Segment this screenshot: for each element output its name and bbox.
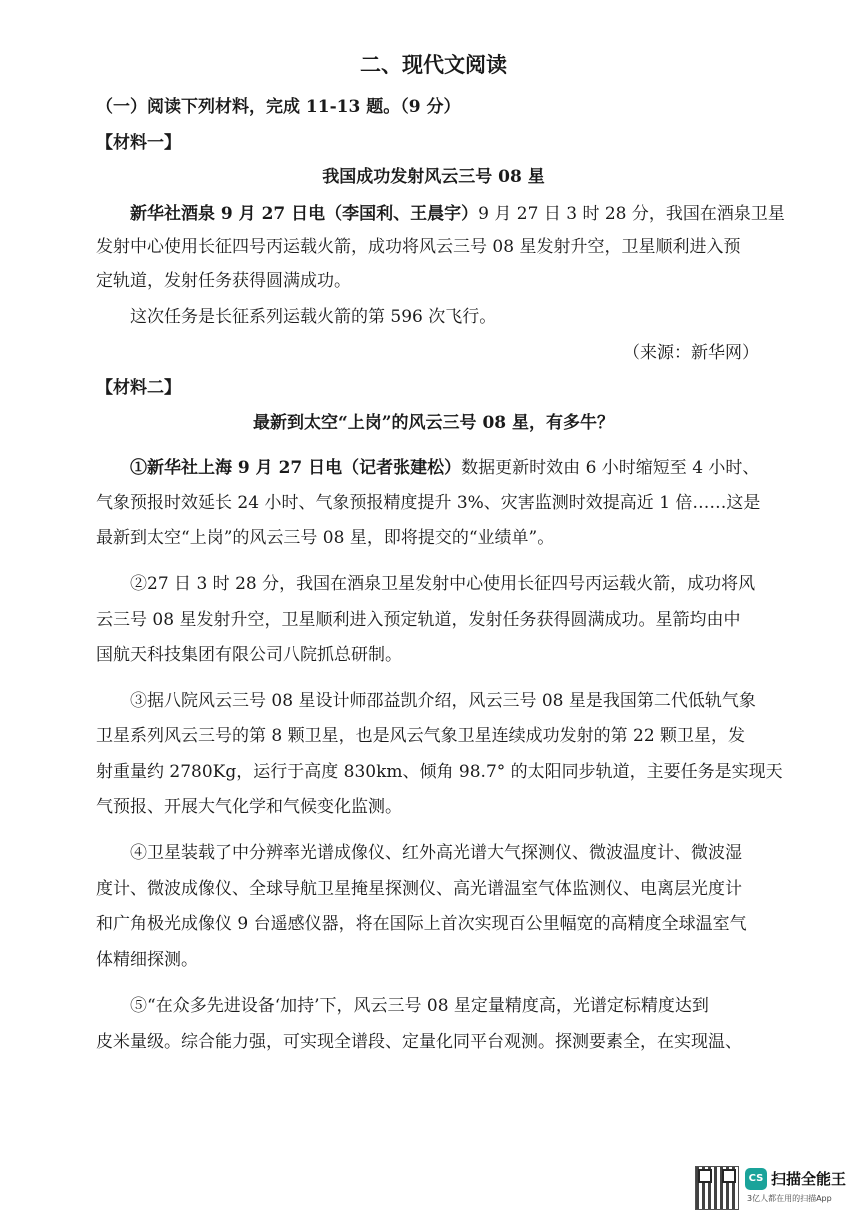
material1-p1-line1	[130, 203, 785, 225]
material2-p5-line1: ⑤“在众多先进设备‘加持’下，风云三号 08 星定量精度高，光谱定标精度达到	[130, 996, 709, 1016]
material2-p3-line2: 卫星系列风云三号的第 8 颗卫星，也是风云气象卫星连续成功发射的第 22 颗卫星，发	[96, 726, 746, 746]
material2-p5-line2: 皮米量级。综合能力强，可实现全谱段、定量化同平台观测。探测要素全，在实现温、	[96, 1032, 742, 1052]
material1-p1-line2: 发射中心使用长征四号丙运载火箭，成功将风云三号 08 星发射升空，卫星顺利进入预	[96, 237, 741, 257]
material2-p1-line2: 气象预报时效延长 24 小时、气象预报精度提升 3%、灾害监测时效提高近 1 倍……这是	[96, 493, 761, 513]
material2-p1-line3: 最新到太空“上岗”的风云三号 08 星，即将提交的“业绩单”。	[96, 528, 555, 548]
material1-p1-line1-text: 9 月 27 日 3 时 28 分，我国在酒泉卫星	[478, 204, 785, 224]
material1-title: 我国成功发射风云三号 08 星	[322, 167, 545, 187]
material2-p4-line3: 和广角极光成像仪 9 台遥感仪器，将在国际上首次实现百公里幅宽的高精度全球温室气	[96, 914, 747, 934]
camscanner-logo-icon: CS	[745, 1168, 767, 1190]
material2-p2-line3: 国航天科技集团有限公司八院抓总研制。	[96, 645, 402, 665]
material2-p2-line1: ②27 日 3 时 28 分，我国在酒泉卫星发射中心使用长征四号丙运载火箭，成功将风	[130, 574, 756, 594]
material1-label: 【材料一】	[96, 133, 181, 153]
scanner-watermark	[695, 1166, 847, 1212]
material2-p3-line1: ③据八院风云三号 08 星设计师邵益凯介绍，风云三号 08 星是我国第二代低轨气象	[130, 691, 756, 711]
material2-p1-line1	[130, 457, 759, 479]
scanner-app-name: 扫描全能王	[771, 1170, 847, 1188]
material1-p2: 这次任务是长征系列运载火箭的第 596 次飞行。	[130, 307, 497, 327]
scanner-app-slogan: 3亿人都在用的扫描App	[747, 1194, 832, 1203]
material2-p4-line2: 度计、微波成像仪、全球导航卫星掩星探测仪、高光谱温室气体监测仪、电离层光度计	[96, 879, 742, 899]
question-intro: （一）阅读下列材料，完成 11-13 题。（9 分）	[96, 97, 461, 117]
material1-p1-line3: 定轨道，发射任务获得圆满成功。	[96, 271, 351, 291]
material2-title: 最新到太空“上岗”的风云三号 08 星，有多牛？	[252, 413, 615, 433]
material2-p3-line3: 射重量约 2780Kg，运行于高度 830km、倾角 98.7° 的太阳同步轨道，主要任务是实现天	[96, 762, 783, 782]
material2-p4-line4: 体精细探测。	[96, 950, 198, 970]
material2-dateline: ①新华社上海 9 月 27 日电（记者张建松）	[130, 458, 462, 478]
material2-label: 【材料二】	[96, 378, 181, 398]
material2-p4-line1: ④卫星装载了中分辨率光谱成像仪、红外高光谱大气探测仪、微波温度计、微波湿	[130, 843, 742, 863]
section-title: 二、现代文阅读	[360, 52, 507, 77]
material1-dateline: 新华社酒泉 9 月 27 日电（李国利、王晨宇）	[130, 204, 479, 224]
qr-code-icon	[695, 1166, 739, 1210]
material2-p1-line1-text: 数据更新时效由 6 小时缩短至 4 小时、	[461, 458, 760, 478]
material2-p2-line2: 云三号 08 星发射升空，卫星顺利进入预定轨道，发射任务获得圆满成功。星箭均由中	[96, 610, 741, 630]
material2-p3-line4: 气预报、开展大气化学和气候变化监测。	[96, 797, 402, 817]
material1-source: （来源：新华网）	[623, 343, 759, 363]
